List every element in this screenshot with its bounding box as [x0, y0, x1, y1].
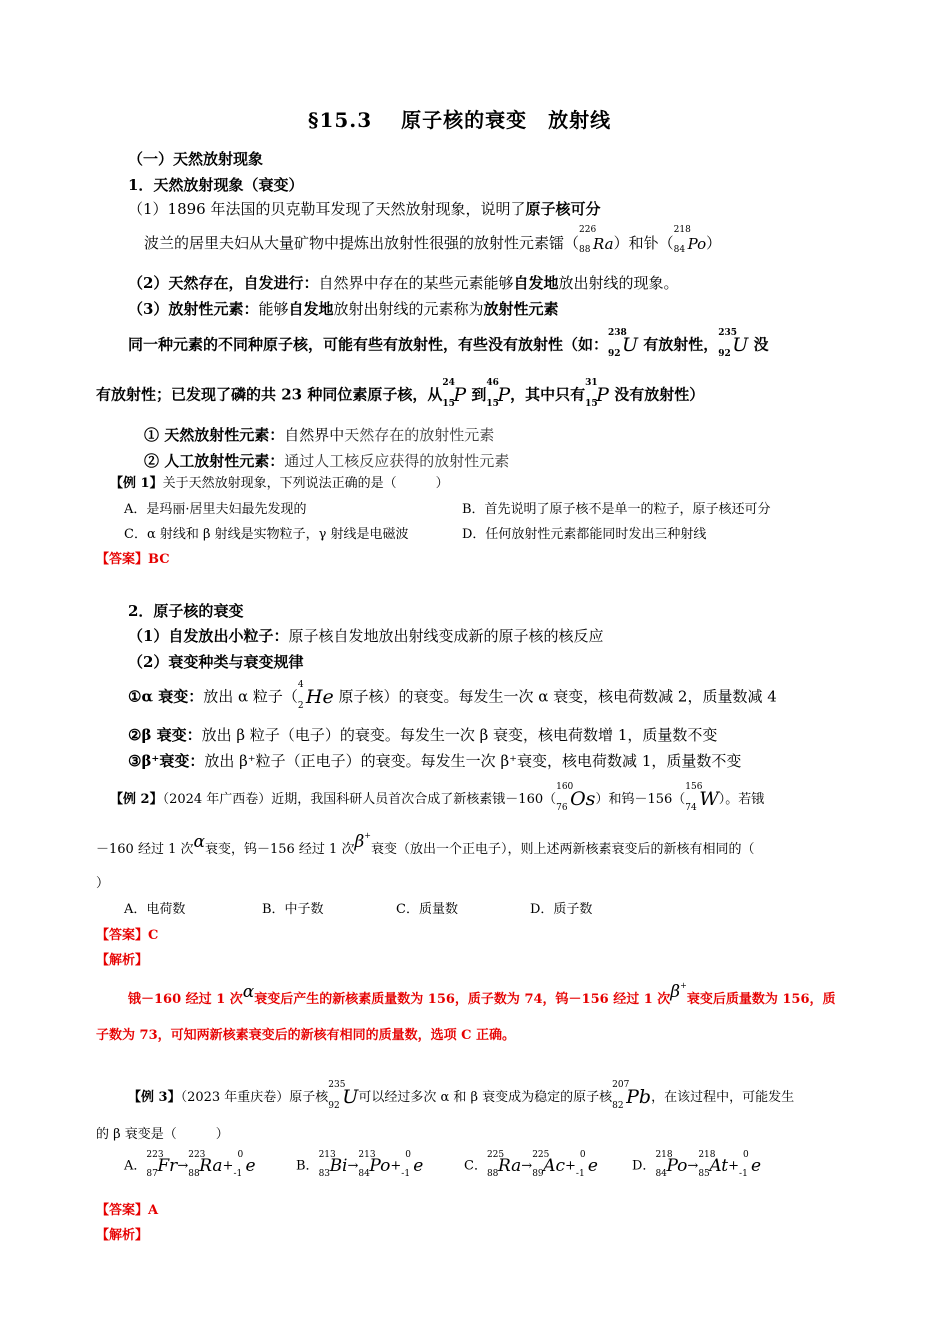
nuclide-w: 156 74 W: [685, 782, 719, 813]
nuclide-fr: 223 87 Fr: [146, 1150, 178, 1179]
nuclide-ra: 226 88 Ra: [579, 225, 614, 256]
arrow-icon: →: [521, 1158, 533, 1174]
nuclide-p24: 24 15 P: [442, 378, 467, 409]
paragraph: 有放射性；已发现了磷的共 23 种同位素原子核，从 24 15 P 到 46 15 P，其中只有 31 15 P 没有放射性）: [96, 378, 705, 409]
arrow-icon: →: [177, 1158, 189, 1174]
option-d: D． 218 84 Po→ 218 85 At+ 0 -1 e: [632, 1150, 762, 1179]
section-heading: （一）天然放射现象: [128, 150, 264, 168]
subsection-heading: 2．原子核的衰变: [128, 602, 244, 620]
nuclide-po: 218 84 Po: [673, 225, 707, 256]
option-a: A．是玛丽·居里夫妇最先发现的: [124, 502, 307, 517]
subsection-heading: 1．天然放射现象（衰变）: [128, 176, 304, 194]
option-c: C．质量数: [396, 902, 458, 917]
paragraph: （1）自发放出小粒子：原子核自发地放出射线变成新的原子核的核反应: [128, 627, 604, 645]
arrow-icon: →: [687, 1158, 699, 1174]
nuclide-p46: 46 15 P: [486, 378, 511, 409]
nuclide-u238: 238 92 U: [608, 328, 639, 359]
option-a: A． 223 87 Fr→ 223 88 Ra+ 0 -1 e: [124, 1150, 256, 1179]
answer: 【答案】BC: [96, 552, 170, 567]
example-1-question: 【例 1】关于天然放射现象，下列说法正确的是（ ）: [110, 476, 449, 491]
electron: 0 -1 e: [575, 1150, 598, 1179]
page-title: §15.3 原子核的衰变 放射线: [308, 108, 612, 132]
example-2-line-3: ）: [96, 876, 110, 891]
arrow-icon: →: [347, 1158, 359, 1174]
answer: 【答案】A: [96, 1203, 159, 1218]
analysis-line-1: 锇－160 经过 1 次α衰变后产生的新核素质量数为 156，质子数为 74，钨－156 经过 1 次β+衰变后质量数为 156，质: [128, 980, 836, 1007]
electron: 0 -1 e: [401, 1150, 424, 1179]
paragraph: （1）1896 年法国的贝克勒耳发现了天然放射现象，说明了原子核可分: [128, 200, 601, 218]
nuclide-ra: 225 88 Ra: [486, 1150, 522, 1179]
option-b: B．中子数: [262, 902, 324, 917]
option-a: A．电荷数: [124, 902, 186, 917]
option-b: B． 213 83 Bi→ 213 84 Po+ 0 -1 e: [296, 1150, 424, 1179]
nuclide-at: 218 85 At: [698, 1150, 729, 1179]
example-3-line-2: 的 β 衰变是（ ）: [96, 1127, 229, 1142]
example-2-line-2: －160 经过 1 次α衰变，钨－156 经过 1 次β+衰变（放出一个正电子），则上述两新核素衰变后的新核有相同的（: [96, 830, 755, 857]
nuclide-po: 213 84 Po: [358, 1150, 391, 1179]
paragraph: 波兰的居里夫妇从大量矿物中提炼出放射性很强的放射性元素镭（ 226 88 Ra）和钋（ 218 84 Po）: [144, 225, 722, 256]
paragraph: （2）天然存在，自发进行：自然界中存在的某些元素能够自发地放出射线的现象。: [128, 274, 679, 292]
analysis-line-2: 子数为 73，可知两新核素衰变后的新核有相同的质量数，选项 C 正确。: [96, 1028, 516, 1043]
option-b: B．首先说明了原子核不是单一的粒子，原子核还可分: [462, 502, 771, 517]
nuclide-po: 218 84 Po: [655, 1150, 688, 1179]
nuclide-bi: 213 83 Bi: [318, 1150, 348, 1179]
paragraph: （3）放射性元素：能够自发地放射出射线的元素称为放射性元素: [128, 300, 559, 318]
paragraph: 同一种元素的不同种原子核，可能有些有放射性，有些没有放射性（如： 238 92 U 有放射性， 235 92 U 没: [128, 328, 769, 359]
answer: 【答案】C: [96, 928, 159, 943]
analysis-label: 【解析】: [96, 953, 149, 968]
paragraph: ② 人工放射性元素：通过人工核反应获得的放射性元素: [144, 452, 510, 470]
paragraph: ① 天然放射性元素：自然界中天然存在的放射性元素: [144, 426, 495, 444]
option-c: C． 225 88 Ra→ 225 89 Ac+ 0 -1 e: [464, 1150, 598, 1179]
nuclide-u235: 235 92 U: [718, 328, 749, 359]
nuclide-p31: 31 15 P: [585, 378, 609, 409]
example-3-line-1: 【例 3】（2023 年重庆卷）原子核 235 92 U可以经过多次 α 和 β 衰变成为稳定的原子核 207 82 Pb，在该过程中，可能发生: [128, 1080, 795, 1111]
nuclide-he: 4 2 He: [297, 680, 334, 711]
option-d: D．任何放射性元素都能同时发出三种射线: [462, 527, 707, 542]
electron: 0 -1 e: [739, 1150, 762, 1179]
electron: 0 -1 e: [233, 1150, 256, 1179]
analysis-label: 【解析】: [96, 1228, 149, 1243]
nuclide-pb: 207 82 Pb: [612, 1080, 652, 1111]
nuclide-u235: 235 92 U: [328, 1080, 359, 1111]
nuclide-ra: 223 88 Ra: [188, 1150, 223, 1179]
example-2-line-1: 【例 2】（2024 年广西卷）近期，我国科研人员首次合成了新核素锇－160（ 160 76 Os）和钨－156（ 156 74 W）。若锇: [110, 782, 765, 813]
alpha-decay: ①α 衰变：放出 α 粒子（ 4 2 He 原子核）的衰变。每发生一次 α 衰变，核电荷数减 2，质量数减 4: [128, 680, 777, 711]
beta-plus-decay: ③β⁺衰变：放出 β⁺粒子（正电子）的衰变。每发生一次 β⁺衰变，核电荷数减 1，质量数不变: [128, 752, 742, 770]
option-d: D．质子数: [530, 902, 593, 917]
beta-decay: ②β 衰变：放出 β 粒子（电子）的衰变。每发生一次 β 衰变，核电荷数增 1，质量数不变: [128, 726, 718, 744]
paragraph: （2）衰变种类与衰变规律: [128, 653, 304, 671]
option-c: C．α 射线和 β 射线是实物粒子，γ 射线是电磁波: [124, 527, 409, 542]
nuclide-ac: 225 89 Ac: [532, 1150, 565, 1179]
nuclide-os: 160 76 Os: [556, 782, 596, 813]
